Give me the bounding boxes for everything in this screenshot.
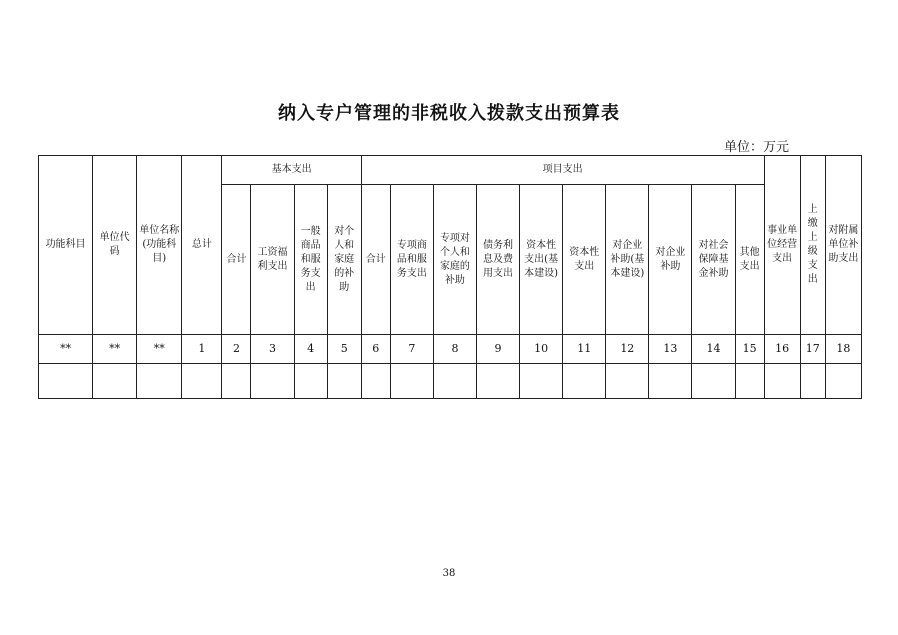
page-number: 38 [442, 568, 456, 579]
header-business: 事业单位经营支出 [764, 156, 800, 335]
header-project-other: 其他支出 [735, 185, 764, 335]
empty-cell [294, 364, 327, 399]
index-cell: ** [93, 335, 137, 364]
header-project-capital-build: 资本性支出(基本建设) [520, 185, 563, 335]
empty-cell [563, 364, 606, 399]
index-cell: 12 [606, 335, 649, 364]
index-cell: 2 [222, 335, 251, 364]
header-project-sum: 合计 [361, 185, 390, 335]
header-basic-expense: 基本支出 [222, 156, 361, 185]
header-project-capital: 资本性支出 [563, 185, 606, 335]
header-project-expense: 项目支出 [361, 156, 764, 185]
empty-cell [800, 364, 825, 399]
header-basic-personal: 对个人和家庭的补助 [327, 185, 361, 335]
empty-cell [251, 364, 294, 399]
header-total: 总计 [182, 156, 222, 335]
index-cell: 9 [476, 335, 519, 364]
header-func-subject: 功能科目 [39, 156, 93, 335]
index-cell: 17 [800, 335, 825, 364]
index-cell: 8 [433, 335, 476, 364]
empty-cell [222, 364, 251, 399]
header-project-personal: 专项对个人和家庭的补助 [433, 185, 476, 335]
empty-cell [606, 364, 649, 399]
empty-cell [692, 364, 735, 399]
empty-cell [433, 364, 476, 399]
index-cell: 6 [361, 335, 390, 364]
empty-cell [649, 364, 692, 399]
empty-cell [390, 364, 433, 399]
header-unit-code: 单位代码 [93, 156, 137, 335]
index-cell: 10 [520, 335, 563, 364]
index-cell: 15 [735, 335, 764, 364]
header-project-enterprise: 对企业补助 [649, 185, 692, 335]
budget-table [38, 155, 862, 399]
empty-cell [361, 364, 390, 399]
index-cell: ** [137, 335, 182, 364]
header-subordinate: 对附属单位补助支出 [825, 156, 861, 335]
header-project-social: 对社会保障基金补助 [692, 185, 735, 335]
header-basic-sum: 合计 [222, 185, 251, 335]
header-basic-wage: 工资福利支出 [251, 185, 294, 335]
index-cell: 14 [692, 335, 735, 364]
empty-cell [137, 364, 182, 399]
index-cell: 3 [251, 335, 294, 364]
header-project-debt: 债务利息及费用支出 [476, 185, 519, 335]
empty-cell [93, 364, 137, 399]
index-cell: ** [39, 335, 93, 364]
index-cell: 18 [825, 335, 861, 364]
page-title: 纳入专户管理的非税收入拨款支出预算表 [278, 103, 620, 124]
index-cell: 1 [182, 335, 222, 364]
header-basic-goods: 一般商品和服务支出 [294, 185, 327, 335]
empty-data-row [39, 364, 862, 399]
empty-cell [825, 364, 861, 399]
empty-cell [735, 364, 764, 399]
empty-cell [182, 364, 222, 399]
index-row [39, 335, 862, 364]
index-cell: 11 [563, 335, 606, 364]
header-project-enterprise-build: 对企业补助(基本建设) [606, 185, 649, 335]
index-cell: 5 [327, 335, 361, 364]
index-cell: 7 [390, 335, 433, 364]
empty-cell [327, 364, 361, 399]
empty-cell [764, 364, 800, 399]
index-cell: 4 [294, 335, 327, 364]
empty-cell [520, 364, 563, 399]
empty-cell [39, 364, 93, 399]
index-cell: 13 [649, 335, 692, 364]
unit-label: 单位：万元 [724, 140, 790, 155]
header-unit-name: 单位名称(功能科目) [137, 156, 182, 335]
header-row-1 [39, 156, 862, 185]
header-upper: 上缴上级支出 [800, 156, 825, 335]
index-cell: 16 [764, 335, 800, 364]
empty-cell [476, 364, 519, 399]
header-project-goods: 专项商品和服务支出 [390, 185, 433, 335]
